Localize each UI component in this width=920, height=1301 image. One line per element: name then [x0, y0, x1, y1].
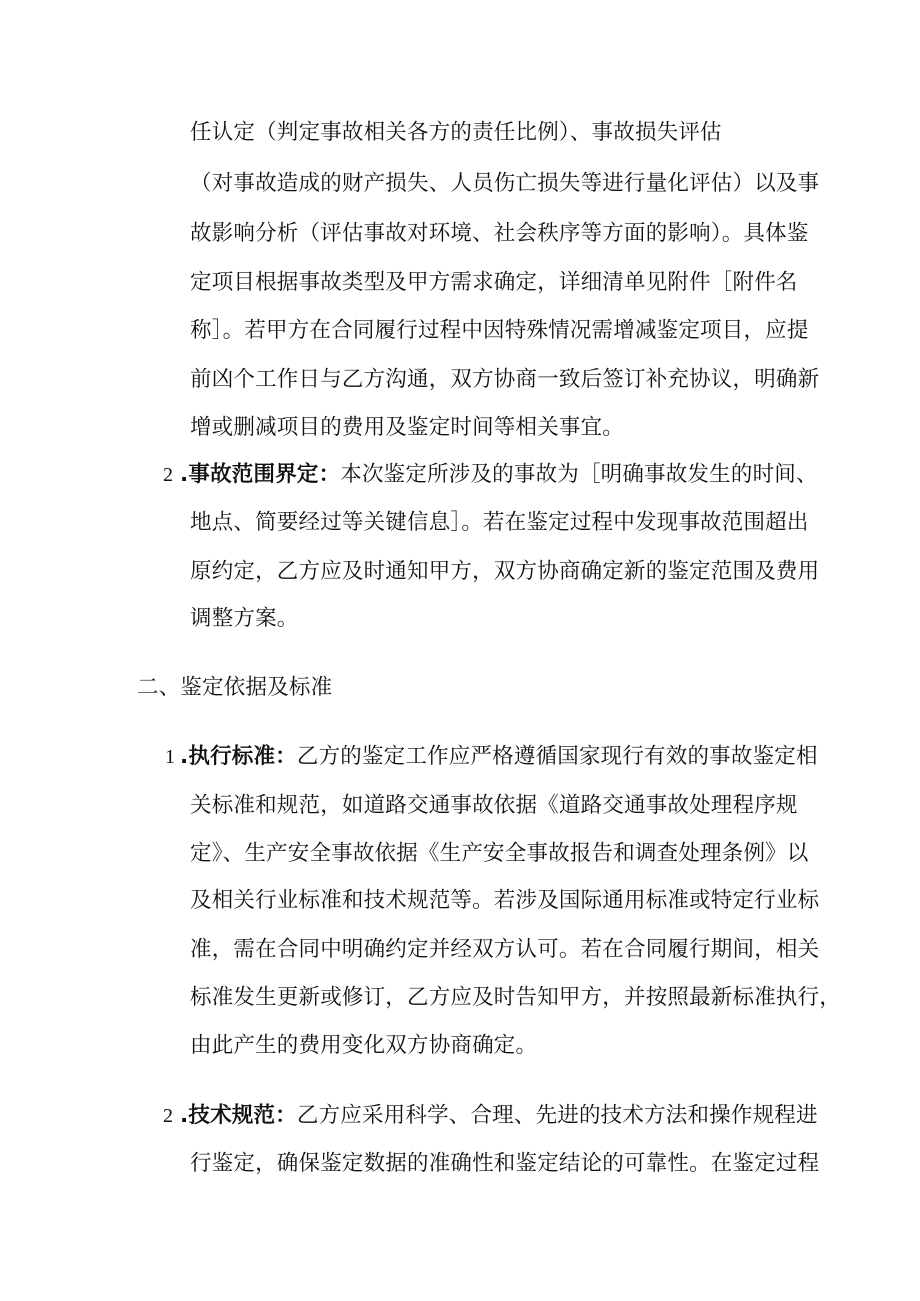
item-term: .技术规范： [180, 1103, 297, 1128]
text-line: 称］。若甲方在合同履行过程中因特殊情况需增减鉴定项目，应提 [190, 318, 809, 343]
text-line: 行鉴定，确保鉴定数据的准确性和鉴定结论的可靠性。在鉴定过程 [190, 1151, 820, 1176]
item-term: .事故范围界定： [180, 462, 341, 487]
text-line: 故影响分析（评估事故对环境、社会秩序等方面的影响）。具体鉴 [190, 221, 809, 246]
item-first-line [180, 1101, 818, 1131]
text-line: 调整方案。 [190, 606, 299, 631]
text-line: 原约定，乙方应及时通知甲方，双方协商确定新的鉴定范围及费用 [190, 559, 820, 584]
item-number: 1 [165, 746, 175, 768]
text-line: 任认定（判定事故相关各方的责任比例）、事故损失评估 [190, 120, 722, 145]
text-line: 前凶个工作日与乙方沟通，双方协商一致后签订补充协议，明确新 [190, 367, 820, 392]
item-term: .执行标准： [180, 744, 297, 769]
text-line: 及相关行业标准和技术规范等。若涉及国际通用标准或特定行业标 [190, 888, 820, 913]
text-line: 地点、简要经过等关键信息］。若在鉴定过程中发现事故范围超出 [190, 510, 809, 535]
text-line: 定》、生产安全事故依据《生产安全事故报告和调查处理条例》以 [190, 841, 809, 866]
section-heading: 二、鉴定依据及标准 [137, 675, 333, 700]
text-line: 标准发生更新或修订，乙方应及时告知甲方，并按照最新标准执行， [190, 985, 842, 1010]
item-number: 2 [163, 1105, 173, 1127]
text-line: 关标准和规范，如道路交通事故依据《道路交通事故处理程序规 [190, 793, 798, 818]
item-first-line [180, 460, 818, 490]
text-line: （对事故造成的财产损失、人员伤亡损失等进行量化评估）以及事 [190, 171, 820, 196]
text-line: 定项目根据事故类型及甲方需求确定，详细清单见附件［附件名 [190, 270, 798, 295]
text-line: 准，需在合同中明确约定并经双方认可。若在合同履行期间，相关 [190, 937, 820, 962]
text-line: 增或删减项目的费用及鉴定时间等相关事宜。 [190, 415, 625, 440]
item-text: 乙方的鉴定工作应严格遵循国家现行有效的事故鉴定相 [296, 744, 818, 769]
item-text: 乙方应采用科学、合理、先进的技术方法和操作规程进 [296, 1103, 818, 1128]
item-number: 2 [163, 464, 173, 486]
item-first-line [180, 742, 818, 772]
item-text: 本次鉴定所涉及的事故为［明确事故发生的时间、 [340, 462, 818, 487]
text-line: 由此产生的费用变化双方协商确定。 [190, 1033, 538, 1058]
